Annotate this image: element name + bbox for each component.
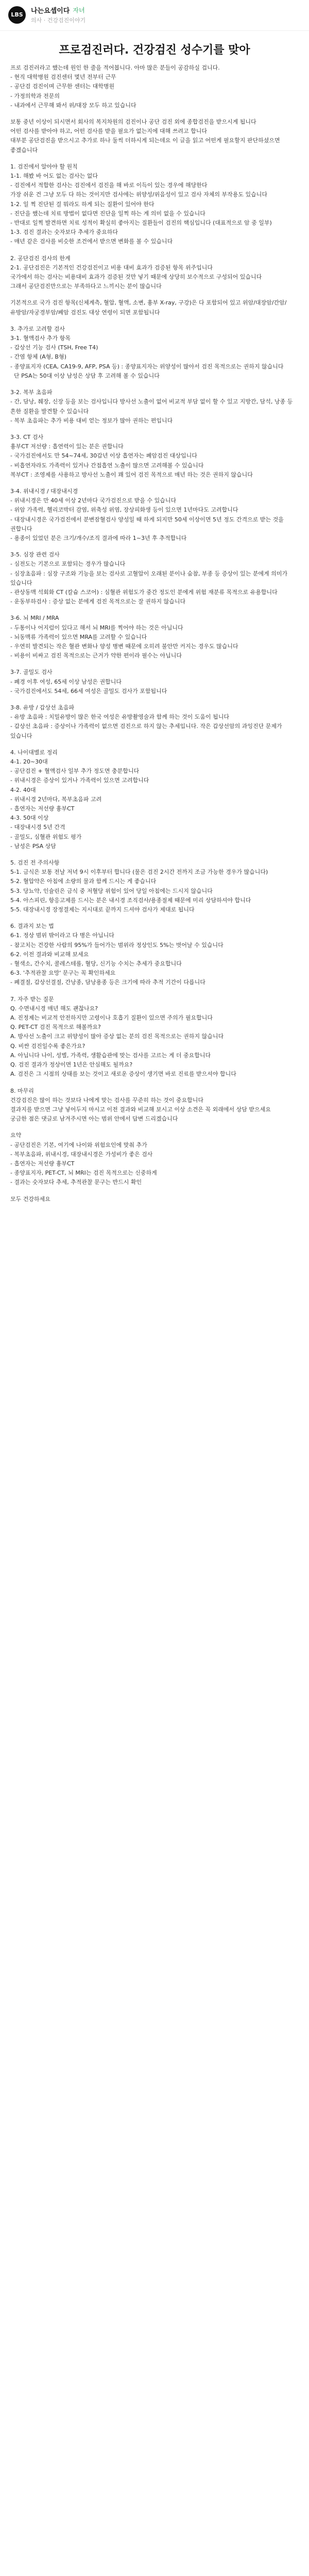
body-line: - 비흡연자라도 가족력이 있거나 간접흡연 노출이 많으면 고려해볼 수 있습니다 [10, 462, 204, 469]
author-info [31, 5, 85, 24]
body-line: 3-7. 골밀도 검사 [10, 669, 53, 676]
body-line: - 국가검진에서도 만 54~74세, 30갑년 이상 흡연자는 폐암검진 대상입니다 [10, 452, 197, 460]
body-line: - 반대로 일찍 발견하면 치료 성적이 확실히 좋아지는 질환들이 검진의 핵심입니다 (대표적으로 암 중 일부) [10, 219, 272, 227]
body-line: 6. 결과지 보는 법 [10, 923, 54, 930]
body-line: 5. 검진 전 주의사항 [10, 859, 60, 867]
paragraph-gap [10, 660, 299, 668]
body-line: - 남성은 PSA 상담 [10, 842, 56, 850]
body-line: 5-1. 금식은 보통 전날 저녁 9시 이후부터 합니다 (물은 검진 2시간 전까지 조금 가능한 경우가 많습니다) [10, 869, 268, 876]
body-line: - 간, 담낭, 췌장, 신장 등을 보는 검사입니다 방사선 노출이 없어 비교적 부담 없이 할 수 있고 지방간, 담석, 낭종 등 흔한 질환을 발견할 수 있습니다 [10, 398, 295, 415]
body-line: - 위내시경은 증상이 있거나 가족력이 있으면 고려합니다 [10, 777, 149, 784]
paragraph-gap [10, 741, 299, 748]
body-line: 1-3. 검진 결과는 숫자보다 추세가 중요하다 [10, 229, 118, 236]
paragraph-gap [10, 426, 299, 433]
body-line: A. 아닙니다 나이, 성별, 가족력, 생활습관에 맞는 검사를 고르는 게 더 중요합니다 [10, 1052, 211, 1059]
body-line: - 흡연자는 저선량 흉부CT [10, 1160, 75, 1167]
body-line: 7. 자주 받는 질문 [10, 995, 54, 1003]
body-line: - 비용이 비싸고 검진 목적으로는 근거가 약한 편이라 필수는 아닙니다 [10, 652, 182, 659]
author-name[interactable]: 나는요셉이다 [31, 7, 70, 15]
paragraph-gap [10, 480, 299, 487]
body-line: 궁금한 점은 댓글로 남겨주시면 아는 범위 안에서 답변 드리겠습니다 [10, 1115, 178, 1123]
body-line: - 폐결절, 갑상선결절, 간낭종, 담낭용종 등은 크기에 따라 추적 기간이 다릅니다 [10, 979, 205, 986]
body-line: 국가에서 하는 검사는 비용대비 효과가 검증된 것만 넣기 때문에 상당히 보수적으로 구성되어 있습니다 [10, 274, 262, 281]
body-line: - 심전도는 기본으로 포함되는 경우가 많습니다 [10, 561, 126, 568]
post-body [0, 63, 309, 1204]
body-line: - 복부 초음파는 추가 비용 대비 얻는 정보가 많아 권하는 편입니다 [10, 417, 173, 424]
body-line: 3-5. 심장 관련 검사 [10, 551, 60, 558]
body-line: - 위내시경 2년마다, 복부초음파 고려 [10, 795, 102, 803]
body-line: - 공단검 검진이며 근무한 센터는 대학병원 [10, 83, 115, 90]
body-line: 4-1. 20~30대 [10, 758, 48, 765]
body-line: - 공단검진은 기본, 여기에 나이와 위험요인에 맞춰 추가 [10, 1141, 147, 1148]
body-line: 5-4. 아스피린, 항응고제를 드시는 분은 내시경 조직검사/용종절제 때문에 미리 상담하셔야 합니다 [10, 896, 251, 904]
body-line: 단 PSA는 50대 이상 남성은 상담 후 고려해 볼 수 있습니다 [10, 372, 160, 379]
body-line: 6-2. 이전 결과와 비교해 보세요 [10, 951, 89, 958]
body-line: A. 검진은 그 시점의 상태를 보는 것이고 새로운 증상이 생기면 바로 진료를 받으셔야 합니다 [10, 1071, 236, 1078]
body-line: - 갑상선 초음파 : 증상이나 가족력이 없으면 검진으로 하지 않는 추세입니다. 작은 갑상선암의 과잉진단 문제가 있습니다 [10, 723, 284, 739]
body-line: Q. 수면내시경 매년 해도 괜찮나요? [10, 1005, 98, 1012]
post-title: 프로검진러다. 건강검진 성수기를 맞아 [59, 44, 250, 57]
post-footer-space [0, 1204, 309, 1235]
body-line: - 갑상선 기능 검사 (TSH, Free T4) [10, 344, 98, 351]
body-line: - 국가검진에서도 54세, 66세 여성은 골밀도 검사가 포함됩니다 [10, 687, 167, 694]
body-line: - 관상동맥 석회화 CT (칼슘 스코어) : 심혈관 위험도가 중간 정도인 분에게 위험 재분류 목적으로 유용합니다 [10, 588, 278, 596]
body-line: - 대장내시경은 국가검진에서 분변잠혈검사 양성일 때 하게 되지만 50세 이상이면 5년 정도 간격으로 받는 것을 권합니다 [10, 516, 286, 532]
body-line: 기본적으로 국가 검진 항목(신체계측, 혈압, 혈액, 소변, 흉부 X-ray, 구강)은 다 포함되어 있고 위암/대장암/간암/유방암/자궁경부암/폐암 검진도 대상 연령이 되면 포함됩니다 [10, 299, 287, 316]
body-line: 보통 중년 이상이 되시면서 회사의 복지차원의 검진이나 공단 검진 외에 종합검진을 받으시게 됩니다 [10, 118, 256, 126]
paragraph-gap [10, 1188, 299, 1195]
body-line: 결과지를 받으면 그냥 넣어두지 마시고 이전 결과와 비교해 보시고 이상 소견은 꼭 외래에서 상담 받으세요 [10, 1106, 271, 1113]
body-line: - 검진에서 적합한 검사는 검진에서 검진을 해 바로 이득이 있는 경우에 해당한다 [10, 182, 208, 189]
body-line: - 현직 대학병원 검진센터 몇년 전부터 근무 [10, 74, 116, 81]
body-line: 6-3. '추적관찰 요망' 문구는 꼭 확인하세요 [10, 970, 116, 977]
body-line: - 매년 같은 검사를 비슷한 조건에서 받으면 변화를 볼 수 있습니다 [10, 238, 173, 245]
body-line: - 위암 가족력, 헬리코박터 감염, 위축성 위염, 장상피화생 등이 있으면 1년마다도 고려합니다 [10, 506, 238, 514]
body-line: - 내과에서 근무해 봐서 위/대장 모두 하고 있습니다 [10, 101, 136, 109]
body-line: 4-2. 40대 [10, 786, 36, 793]
paragraph-gap [10, 606, 299, 614]
body-line: - 두통이나 어지럼이 있다고 해서 뇌 MRI를 찍어야 하는 것은 아닙니다 [10, 624, 183, 631]
body-line: Q. PET-CT 검진 목적으로 해볼까요? [10, 1024, 101, 1031]
paragraph-gap [10, 247, 299, 254]
body-line: A. 진정제는 비교적 안전하지만 고령이나 호흡기 질환이 있으면 주의가 필요합니다 [10, 1014, 213, 1022]
body-line: - 공단검진 + 혈액검사 일부 추가 정도면 충분합니다 [10, 768, 140, 775]
body-line: 가장 쉬운 건 그냥 모두 다 하는 것이지만 검사에는 위양성/위음성이 있고 검사 자체의 부작용도 있습니다 [10, 191, 267, 198]
body-line: 어떤 검사를 받아야 하고, 어떤 검사를 받을 필요가 없는지에 대해 쓰려고 합니다 [10, 128, 207, 135]
body-line: 6-1. 정상 범위 밖이라고 다 병은 아닙니다 [10, 932, 114, 939]
body-line: - 폐경 이후 여성, 65세 이상 남성은 권합니다 [10, 678, 122, 685]
body-line: 그래서 공단검진만으로는 부족하다고 느끼시는 분이 많습니다 [10, 283, 162, 290]
body-line: 프로 검진러라고 했는데 원인 한 줄을 적어봅니다. 아마 많은 분들이 공감하실 겁니다. [10, 64, 220, 71]
body-line: 1. 검진에서 알아야 할 원칙 [10, 163, 78, 170]
paragraph-gap [10, 381, 299, 388]
body-line: A. 방사선 노출이 크고 위양성이 많아 증상 없는 분의 검진 목적으로는 권하지 않습니다 [10, 1033, 224, 1040]
body-line: - 복부초음파, 위내시경, 대장내시경은 가성비가 좋은 검사 [10, 1150, 153, 1158]
body-line: 대부분 공단검진을 받으시고 추가로 하나 둘씩 더하시게 되는데요 이 글을 읽고 어떤게 필요할지 판단하셨으면 좋겠습니다 [10, 137, 282, 154]
paragraph-gap [10, 1079, 299, 1087]
body-line: 8. 마무리 [10, 1087, 34, 1094]
body-line: 복부CT : 조영제를 사용하고 방사선 노출이 꽤 있어 검진 목적으로 매년 하는 것은 권하지 않습니다 [10, 471, 253, 478]
body-line: Q. 비싼 검진일수록 좋은가요? [10, 1042, 85, 1049]
body-line: - 위내시경은 만 40세 이상 2년마다 국가검진으로 받을 수 있습니다 [10, 497, 177, 504]
avatar[interactable]: LBS [8, 6, 26, 24]
paragraph-gap [10, 110, 299, 117]
body-line: - 운동부하검사 : 증상 없는 분에게 검진 목적으로는 잘 권하지 않습니다 [10, 598, 186, 605]
body-line: - 종양표지자 (CEA, CA19-9, AFP, PSA 등) : 종양표지자는 위양성이 많아서 검진 목적으로는 권하지 않습니다 [10, 363, 284, 370]
body-line: 4. 나이대별로 정리 [10, 749, 58, 756]
post-header [0, 0, 309, 31]
body-line: - 진단을 했는데 치료 방법이 없다면 진단을 일찍 하는 게 의미 없을 수 있습니다 [10, 210, 205, 217]
author-line [31, 5, 85, 15]
body-line: 3-6. 뇌 MRI / MRA [10, 615, 59, 622]
paragraph-gap [10, 1124, 299, 1131]
body-line: 흉부CT 저선량 : 흡연력이 있는 분은 권합니다 [10, 443, 124, 450]
body-line: - 우연히 발견되는 작은 혈관 변화나 양성 병변 때문에 오히려 불안만 커지는 경우도 많습니다 [10, 642, 238, 650]
post-meta: 의사 · 건강검진이야기 [31, 17, 86, 24]
body-line: - 뇌동맥류 가족력이 있으면 MRA를 고려할 수 있습니다 [10, 633, 147, 640]
body-line: - 혈색소, 간수치, 콜레스테롤, 혈당, 신기능 수치는 추세가 중요합니다 [10, 960, 182, 968]
paragraph-gap [10, 696, 299, 703]
paragraph-gap [10, 543, 299, 550]
body-line: 3. 추가로 고려할 검사 [10, 325, 65, 332]
body-line: 5-5. 대장내시경 장정결제는 지시대로 끝까지 드셔야 검사가 제대로 됩니다 [10, 906, 195, 913]
body-line: - 용종이 있었던 분은 크기/개수/조직 결과에 따라 1~3년 후 추적합니다 [10, 534, 187, 541]
body-line: - 흡연자는 저선량 흉부CT [10, 805, 75, 812]
body-line: 건강검진은 많이 하는 것보다 나에게 맞는 검사를 꾸준히 하는 것이 중요합니다 [10, 1096, 203, 1104]
paragraph-gap [10, 155, 299, 162]
body-line: 3-2. 복부 초음파 [10, 389, 53, 396]
body-line: 5-2. 혈압약은 아침에 소량의 물과 함께 드시는 게 좋습니다 [10, 878, 157, 885]
body-line: 3-3. CT 검사 [10, 433, 44, 440]
body-line: - 골밀도, 심혈관 위험도 평가 [10, 833, 82, 840]
body-line: - 간염 항체 (A형, B형) [10, 353, 66, 361]
body-line: 2. 공단검진 검사의 한계 [10, 255, 71, 262]
paragraph-gap [10, 988, 299, 995]
body-line: - 대장내시경 5년 간격 [10, 824, 65, 831]
paragraph-gap [10, 851, 299, 858]
body-line: 3-1. 혈액검사 추가 항목 [10, 335, 71, 342]
body-line: - 종양표지자, PET-CT, 뇌 MRI는 검진 목적으로는 신중하게 [10, 1170, 157, 1177]
body-line: 모두 건강하세요 [10, 1195, 50, 1202]
body-line: - 유방 초음파 : 치밀유방이 많은 한국 여성은 유방촬영술과 함께 하는 것이 도움이 됩니다 [10, 714, 230, 721]
body-line: - 가정의학과 전문의 [10, 92, 60, 99]
body-line: 5-3. 당뇨약, 인슐린은 금식 중 저혈당 위험이 있어 당일 아침에는 드시지 않습니다 [10, 887, 213, 894]
body-line: Q. 검진 결과가 정상이면 1년은 안심해도 될까요? [10, 1061, 133, 1069]
body-line: - 결과는 숫자보다 추세, 추적관찰 문구는 반드시 확인 [10, 1179, 142, 1186]
body-line: 2-1. 공단검진은 기본적인 건강검진이고 비용 대비 효과가 검증된 항목 위주입니다 [10, 264, 213, 271]
paragraph-gap [10, 317, 299, 325]
author-badge: 자녀 [73, 7, 85, 14]
body-line: 3-8. 유방 / 갑상선 초음파 [10, 704, 75, 711]
body-line: - 참고치는 건강한 사람의 95%가 들어가는 범위라 정상인도 5%는 벗어날 수 있습니다 [10, 941, 224, 948]
paragraph-gap [10, 914, 299, 922]
body-line: 1-1. 해봤 바 어도 없는 검사는 없다 [10, 173, 98, 180]
body-line: 요약 [10, 1132, 22, 1139]
body-line: - 심장초음파 : 심장 구조와 기능을 보는 검사로 고혈압이 오래된 분이나 숨참, 부종 등 증상이 있는 분에게 의미가 있습니다 [10, 570, 289, 586]
body-line: 3-4. 위내시경 / 대장내시경 [10, 487, 78, 495]
paragraph-gap [10, 291, 299, 298]
body-line: 4-3. 50대 이상 [10, 815, 49, 822]
body-line: 1-2. 일 찍 진단된 걸 뭐라도 하게 되는 질환이 있어야 한다 [10, 200, 154, 208]
